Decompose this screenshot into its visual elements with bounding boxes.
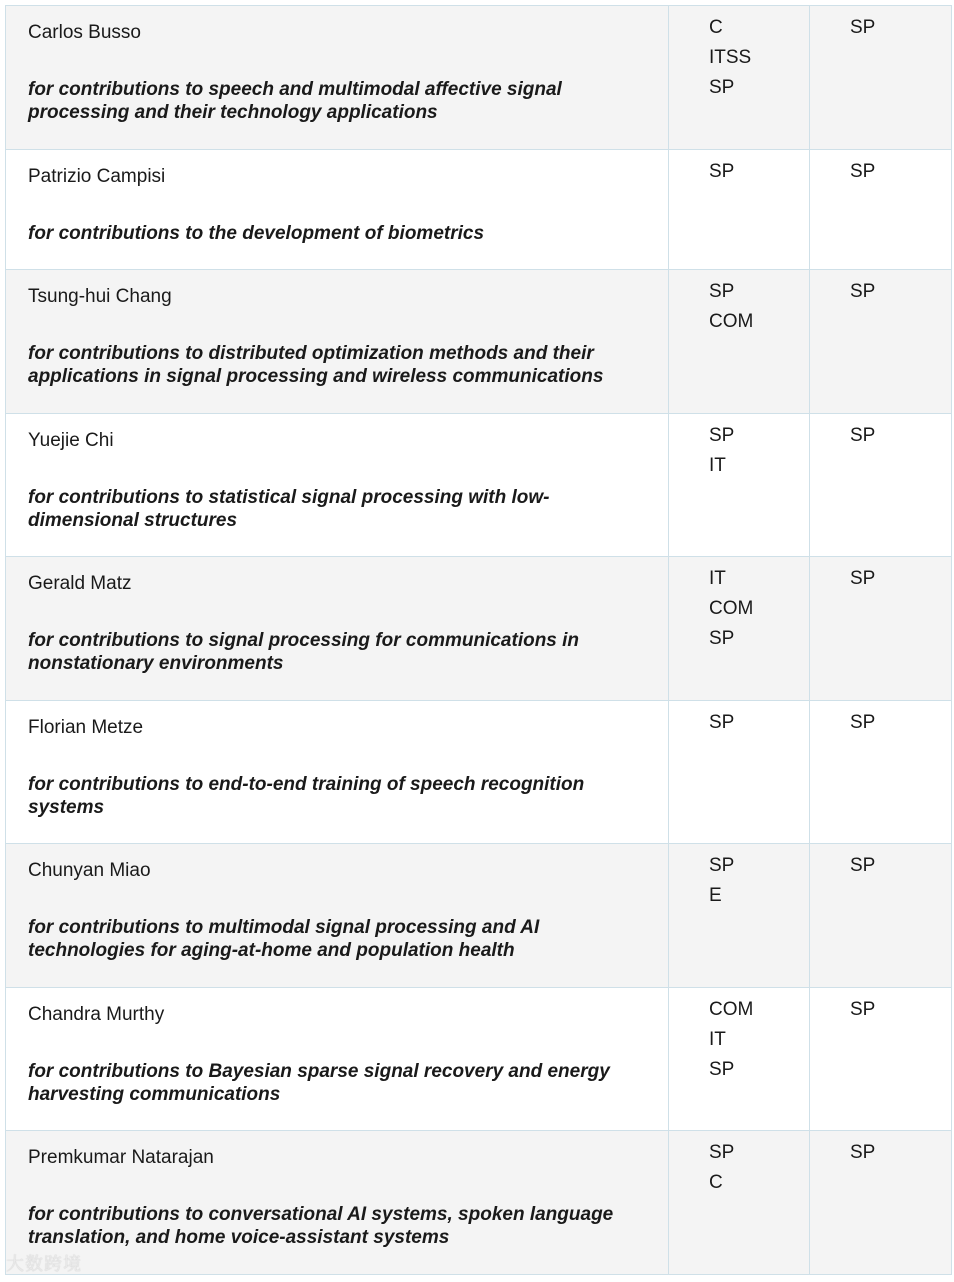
society-code: IT bbox=[709, 1029, 726, 1050]
society-code: E bbox=[709, 885, 722, 906]
society-cell bbox=[669, 1131, 810, 1274]
society-code: SP bbox=[709, 712, 735, 733]
evaluating-cell bbox=[810, 270, 951, 413]
fellow-name: Yuejie Chi bbox=[28, 430, 114, 451]
society-cell bbox=[669, 414, 810, 556]
fellow-cell bbox=[6, 414, 669, 556]
fellow-cell bbox=[6, 557, 669, 700]
fellow-citation: for contributions to distributed optimization methods and their applications in signal processing and wireless communications bbox=[28, 343, 604, 387]
society-cell bbox=[669, 557, 810, 700]
fellow-name: Carlos Busso bbox=[28, 22, 141, 43]
table-row bbox=[6, 270, 951, 414]
fellow-cell bbox=[6, 6, 669, 149]
fellow-cell bbox=[6, 150, 669, 269]
evaluating-cell bbox=[810, 150, 951, 269]
evaluating-society: SP bbox=[850, 17, 876, 38]
society-cell bbox=[669, 701, 810, 843]
evaluating-society: SP bbox=[850, 281, 876, 302]
evaluating-society: SP bbox=[850, 999, 876, 1020]
society-code: IT bbox=[709, 568, 726, 589]
fellow-cell bbox=[6, 988, 669, 1130]
evaluating-cell bbox=[810, 557, 951, 700]
society-cell bbox=[669, 988, 810, 1130]
table-row bbox=[6, 150, 951, 270]
society-cell bbox=[669, 6, 810, 149]
society-code: COM bbox=[709, 598, 754, 619]
society-code: SP bbox=[709, 77, 735, 98]
fellow-citation: for contributions to multimodal signal processing and AI technologies for aging-at-home and population health bbox=[28, 917, 540, 961]
society-code: ITSS bbox=[709, 47, 752, 68]
fellow-name: Gerald Matz bbox=[28, 573, 132, 594]
society-code: SP bbox=[709, 1059, 735, 1080]
fellow-cell bbox=[6, 844, 669, 987]
fellow-citation: for contributions to Bayesian sparse signal recovery and energy harvesting communications bbox=[28, 1061, 610, 1105]
fellow-name: Premkumar Natarajan bbox=[28, 1147, 214, 1168]
evaluating-cell bbox=[810, 414, 951, 556]
fellow-cell bbox=[6, 701, 669, 843]
table-row bbox=[6, 6, 951, 150]
society-cell bbox=[669, 844, 810, 987]
society-code: SP bbox=[709, 281, 735, 302]
society-code: COM bbox=[709, 311, 754, 332]
evaluating-society: SP bbox=[850, 712, 876, 733]
society-code: C bbox=[709, 1172, 723, 1193]
fellow-citation: for contributions to signal processing for communications in nonstationary environments bbox=[28, 630, 580, 674]
table-row bbox=[6, 988, 951, 1131]
fellow-name: Patrizio Campisi bbox=[28, 166, 166, 187]
fellows-table bbox=[5, 5, 952, 1275]
society-cell bbox=[669, 270, 810, 413]
table-row bbox=[6, 414, 951, 557]
fellow-cell bbox=[6, 270, 669, 413]
table-row bbox=[6, 1131, 951, 1275]
society-code: C bbox=[709, 17, 723, 38]
watermark: 大数跨境 bbox=[6, 1254, 82, 1275]
evaluating-society: SP bbox=[850, 855, 876, 876]
society-code: SP bbox=[709, 425, 735, 446]
fellow-citation: for contributions to end-to-end training of speech recognition systems bbox=[28, 774, 585, 818]
fellow-name: Tsung-hui Chang bbox=[28, 286, 172, 307]
fellow-citation: for contributions to speech and multimodal affective signal processing and their technology applications bbox=[28, 79, 562, 123]
fellow-name: Chandra Murthy bbox=[28, 1004, 165, 1025]
table-row bbox=[6, 844, 951, 988]
fellow-citation: for contributions to conversational AI systems, spoken language translation, and home voice-assistant systems bbox=[28, 1204, 614, 1248]
table-row bbox=[6, 701, 951, 844]
fellow-citation: for contributions to statistical signal processing with low-dimensional structures bbox=[28, 487, 550, 531]
society-code: SP bbox=[709, 161, 735, 182]
society-code: SP bbox=[709, 855, 735, 876]
fellow-cell bbox=[6, 1131, 669, 1274]
fellow-citation: for contributions to the development of biometrics bbox=[28, 223, 485, 244]
society-code: SP bbox=[709, 628, 735, 649]
fellow-name: Florian Metze bbox=[28, 717, 144, 738]
table-row bbox=[6, 557, 951, 701]
evaluating-society: SP bbox=[850, 161, 876, 182]
society-code: COM bbox=[709, 999, 754, 1020]
evaluating-cell bbox=[810, 844, 951, 987]
evaluating-cell bbox=[810, 1131, 951, 1274]
evaluating-society: SP bbox=[850, 1142, 876, 1163]
evaluating-cell bbox=[810, 6, 951, 149]
evaluating-cell bbox=[810, 701, 951, 843]
society-code: IT bbox=[709, 455, 726, 476]
evaluating-cell bbox=[810, 988, 951, 1130]
society-code: SP bbox=[709, 1142, 735, 1163]
society-cell bbox=[669, 150, 810, 269]
fellow-name: Chunyan Miao bbox=[28, 860, 151, 881]
evaluating-society: SP bbox=[850, 425, 876, 446]
evaluating-society: SP bbox=[850, 568, 876, 589]
